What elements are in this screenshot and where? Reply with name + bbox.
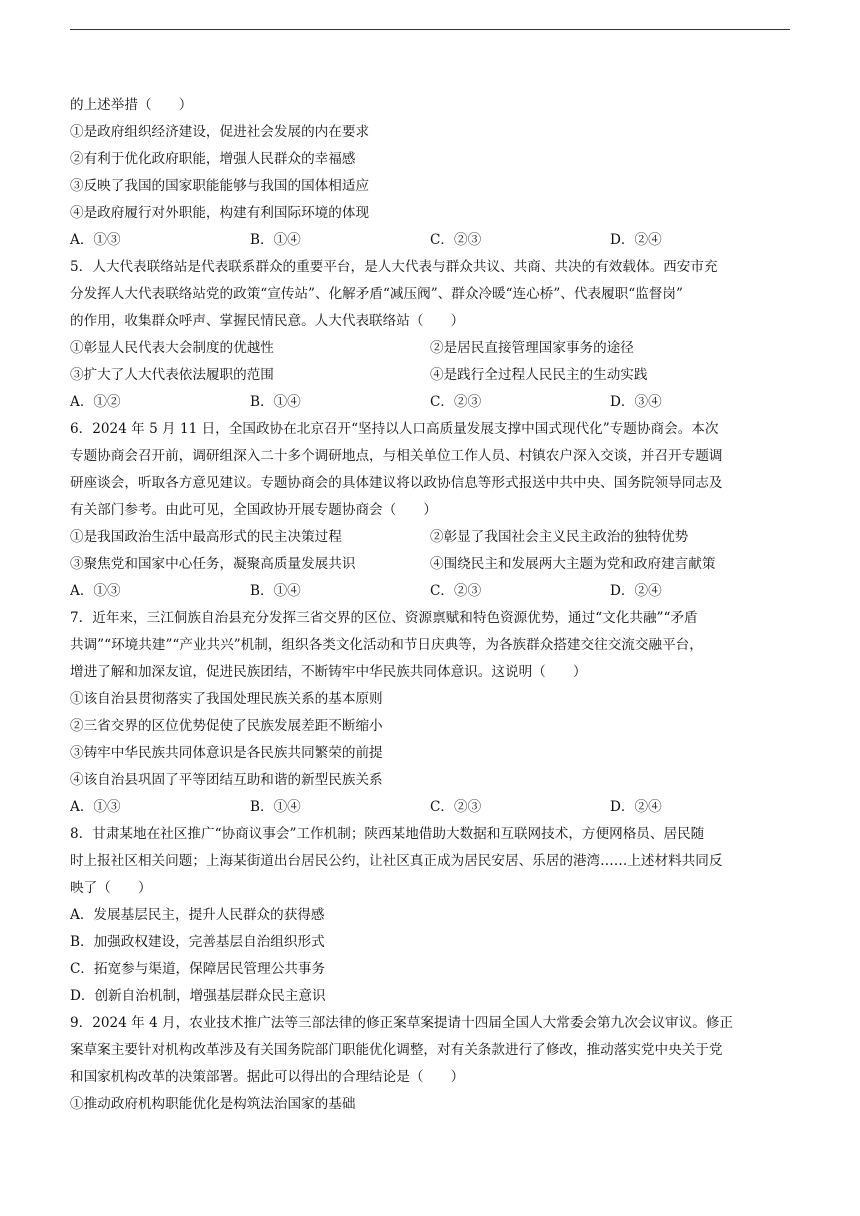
question-7-option-c[interactable]: C．②③ xyxy=(430,799,482,815)
question-6-items-row-1 xyxy=(70,524,790,551)
question-4-item-1: ①是政府组织经济建设，促进社会发展的内在要求 xyxy=(70,124,370,140)
header-rule xyxy=(70,29,790,30)
question-6-item-3: ③聚焦党和国家中心任务，凝聚高质量发展共识 xyxy=(70,556,356,572)
question-5-item-2: ②是居民直接管理国家事务的途径 xyxy=(430,340,634,356)
question-6-stem-line-3: 研座谈会，听取各方意见建议。专题协商会的具体建议将以政协信息等形式报送中共中央、国务院领导同志及 xyxy=(70,475,723,491)
question-5-option-a[interactable]: A．①② xyxy=(70,394,121,410)
question-4-item-2: ②有利于优化政府职能，增强人民群众的幸福感 xyxy=(70,151,356,167)
question-5-stem-line-1: 5．人大代表联络站是代表联系群众的重要平台，是人大代表与群众共议、共商、共决的有效载体。西安市充 xyxy=(70,259,718,275)
question-7-option-b[interactable]: B．①④ xyxy=(250,799,301,815)
exam-page xyxy=(70,92,790,1118)
question-7-item-3: ③铸牢中华民族共同体意识是各民族共同繁荣的前提 xyxy=(70,745,383,761)
question-4-option-a[interactable]: A．①③ xyxy=(70,232,121,248)
question-5-items-row-2 xyxy=(70,362,790,389)
question-5-stem-line-2: 分发挥人大代表联络站党的政策“宣传站”、化解矛盾“减压阀”、群众冷暖“连心桥”、代表履职“监督岗” xyxy=(70,286,683,302)
question-7-item-1: ①该自治县贯彻落实了我国处理民族关系的基本原则 xyxy=(70,691,383,707)
question-5-item-3: ③扩大了人大代表依法履职的范围 xyxy=(70,367,274,383)
question-7-stem-line-2: 共调”“环境共建”“产业共兴”机制，组织各类文化活动和节日庆典等，为各族群众搭建交往交流交融平台， xyxy=(70,637,703,653)
question-9-stem-line-2: 案草案主要针对机构改革涉及有关国务院部门职能优化调整，对有关条款进行了修改，推动落实党中央关于党 xyxy=(70,1042,723,1058)
question-7-item-2: ②三省交界的区位优势促使了民族发展差距不断缩小 xyxy=(70,718,383,734)
question-7 xyxy=(70,605,790,821)
question-4-option-b[interactable]: B．①④ xyxy=(250,232,301,248)
question-4-tail xyxy=(70,92,790,254)
question-8-stem-line-3: 映了（ ） xyxy=(70,880,152,896)
question-6-item-1: ①是我国政治生活中最高形式的民主决策过程 xyxy=(70,529,342,545)
question-6-item-2: ②彰显了我国社会主义民主政治的独特优势 xyxy=(430,529,689,545)
question-6-stem-line-4: 有关部门参考。由此可见，全国政协开展专题协商会（ ） xyxy=(70,502,438,518)
question-5-option-d[interactable]: D．③④ xyxy=(610,394,662,410)
question-5-options xyxy=(70,389,790,416)
question-9 xyxy=(70,1010,790,1118)
question-8-stem-line-2: 时上报社区相关问题；上海某街道出台居民公约，让社区真正成为居民安居、乐居的港湾……上述材料共同反 xyxy=(70,853,723,869)
question-6-option-b[interactable]: B．①④ xyxy=(250,583,301,599)
question-7-stem-line-1: 7．近年来，三江侗族自治县充分发挥三省交界的区位、资源禀赋和特色资源优势，通过“文化共融”“矛盾 xyxy=(70,610,698,626)
question-4-item-3: ③反映了我国的国家职能能够与我国的国体相适应 xyxy=(70,178,370,194)
question-5-option-b[interactable]: B．①④ xyxy=(250,394,301,410)
question-6-stem-line-2: 专题协商会召开前，调研组深入二十多个调研地点，与相关单位工作人员、村镇农户深入交谈，并召开专题调 xyxy=(70,448,723,464)
question-9-item-1: ①推动政府机构职能优化是构筑法治国家的基础 xyxy=(70,1096,356,1112)
question-5-items-row-1 xyxy=(70,335,790,362)
question-8-option-d[interactable]: D．创新自治机制，增强基层群众民主意识 xyxy=(70,988,326,1004)
question-6-options xyxy=(70,578,790,605)
question-7-stem-line-3: 增进了解和加深友谊，促进民族团结，不断铸牢中华民族共同体意识。这说明（ ） xyxy=(70,664,587,680)
question-6-items-row-2 xyxy=(70,551,790,578)
question-4-stem-end: 的上述举措（ ） xyxy=(70,97,193,113)
question-8 xyxy=(70,821,790,1010)
question-8-stem-line-1: 8．甘肃某地在社区推广“协商议事会”工作机制；陕西某地借助大数据和互联网技术，方便网格员、居民随 xyxy=(70,826,705,842)
question-4-option-d[interactable]: D．②④ xyxy=(610,232,662,248)
question-4-options xyxy=(70,227,790,254)
question-8-option-c[interactable]: C．拓宽参与渠道，保障居民管理公共事务 xyxy=(70,961,326,977)
question-5-stem-line-3: 的作用，收集群众呼声、掌握民情民意。人大代表联络站（ ） xyxy=(70,313,465,329)
question-7-option-d[interactable]: D．②④ xyxy=(610,799,662,815)
question-6-option-c[interactable]: C．②③ xyxy=(430,583,482,599)
question-5 xyxy=(70,254,790,416)
question-9-stem-line-3: 和国家机构改革的决策部署。据此可以得出的合理结论是（ ） xyxy=(70,1069,465,1085)
question-9-stem-line-1: 9．2024 年 4 月，农业技术推广法等三部法律的修正案草案提请十四届全国人大常委会第九次会议审议。修正 xyxy=(70,1015,733,1031)
question-7-item-4: ④该自治县巩固了平等团结互助和谐的新型民族关系 xyxy=(70,772,383,788)
question-6-option-a[interactable]: A．①③ xyxy=(70,583,121,599)
question-5-item-1: ①彰显人民代表大会制度的优越性 xyxy=(70,340,274,356)
question-7-option-a[interactable]: A．①③ xyxy=(70,799,121,815)
question-5-item-4: ④是践行全过程人民民主的生动实践 xyxy=(430,367,648,383)
question-4-item-4: ④是政府履行对外职能，构建有利国际环境的体现 xyxy=(70,205,370,221)
question-8-option-a[interactable]: A．发展基层民主，提升人民群众的获得感 xyxy=(70,907,325,923)
question-6-item-4: ④围绕民主和发展两大主题为党和政府建言献策 xyxy=(430,556,716,572)
question-6-option-d[interactable]: D．②④ xyxy=(610,583,662,599)
question-6-stem-line-1: 6．2024 年 5 月 11 日，全国政协在北京召开“坚持以人口高质量发展支撑中国式现代化”专题协商会。本次 xyxy=(70,421,719,437)
question-6 xyxy=(70,416,790,605)
question-7-options xyxy=(70,794,790,821)
question-8-option-b[interactable]: B．加强政权建设，完善基层自治组织形式 xyxy=(70,934,325,950)
question-4-option-c[interactable]: C．②③ xyxy=(430,232,482,248)
question-5-option-c[interactable]: C．②③ xyxy=(430,394,482,410)
